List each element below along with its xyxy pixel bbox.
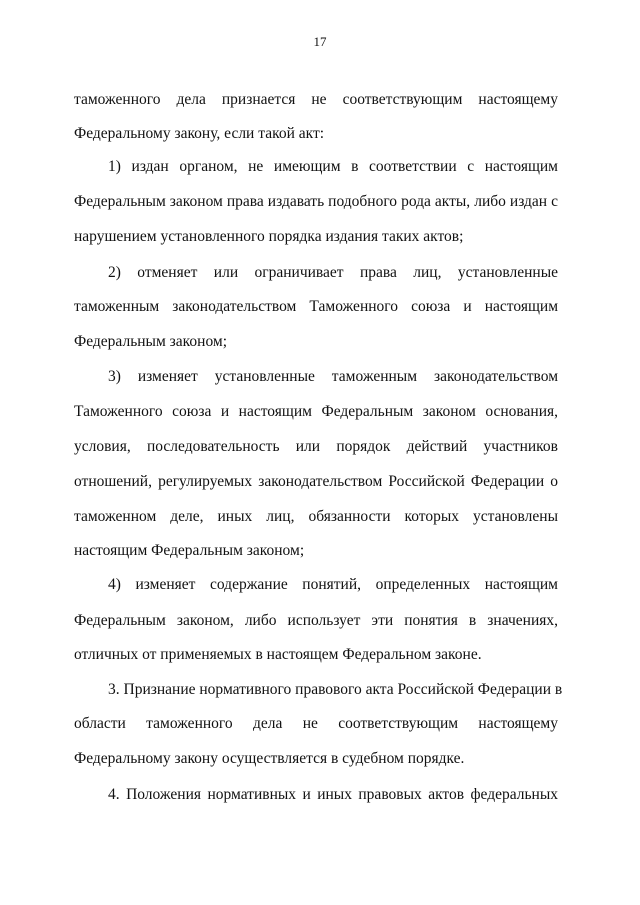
list-item-3-line: 3) изменяет установленные таможенным законодательством bbox=[108, 368, 558, 385]
text-line: Федеральным законом, либо использует эти понятия в значениях, bbox=[74, 612, 558, 629]
page-number: 17 bbox=[313, 34, 327, 49]
text-line: нарушением установленного порядка издания таких актов; bbox=[74, 228, 464, 245]
paragraph-4-line: 4. Положения нормативных и иных правовых актов федеральных bbox=[108, 786, 558, 803]
paragraph-3-line: 3. Признание нормативного правового акта Российской Федерации в bbox=[108, 681, 563, 698]
text-line: Федеральным законом; bbox=[74, 333, 228, 350]
text-line: настоящим Федеральным законом; bbox=[74, 542, 305, 559]
text-line: отношений, регулируемых законодательством Российской Федерации о bbox=[74, 473, 558, 490]
text-line: области таможенного дела не соответствующим настоящему bbox=[74, 715, 558, 732]
text-line: Федеральному закону, если такой акт: bbox=[74, 125, 325, 142]
text-line: Таможенного союза и настоящим Федеральным законом основания, bbox=[74, 403, 558, 420]
text-line: условия, последовательность или порядок действий участников bbox=[74, 438, 558, 455]
text-line: Федеральному закону осуществляется в судебном порядке. bbox=[74, 750, 465, 767]
text-line: отличных от применяемых в настоящем Федеральном законе. bbox=[74, 646, 482, 663]
text-line: таможенном деле, иных лиц, обязанности которых установлены bbox=[74, 508, 558, 525]
text-line: Федеральным законом права издавать подобного рода акты, либо издан с bbox=[74, 193, 558, 210]
list-item-4-line: 4) изменяет содержание понятий, определенных настоящим bbox=[108, 576, 558, 593]
list-item-1-line: 1) издан органом, не имеющим в соответствии с настоящим bbox=[108, 158, 558, 175]
text-line: таможенным законодательством Таможенного союза и настоящим bbox=[74, 298, 558, 315]
list-item-2-line: 2) отменяет или ограничивает права лиц, установленные bbox=[108, 264, 558, 281]
text-line: таможенного дела признается не соответствующим настоящему bbox=[74, 91, 558, 108]
